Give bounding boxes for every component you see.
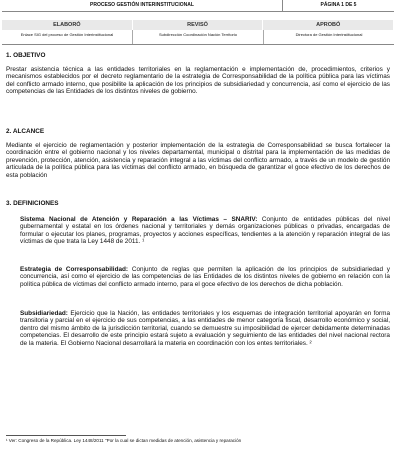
section-objetivo-text: Prestar asistencia técnica a las entidades territoriales en la reglamentación e implementación de, procedimientos, criterios y mecanismos establecidos por el decreto reglamentario de la estrategia de Corresponsabilidad de la política pública para las víctimas del conflicto armado interno, que posibilite la aplicación de los principios de subsidiariedad y concurrencia, así como el ejercicio de las competencias de las Entidades de los distintos niveles de gobierno. (6, 66, 390, 96)
value-elaboro: Enlace SIG del proceso de Gestión Interinstitucional (2, 30, 133, 44)
value-aprobo: Directora de Gestión Interinstitucional (295, 32, 363, 37)
footnote-divider (6, 435, 126, 436)
definition-text: Conjunto de entidades públicas del nivel gubernamental y estatal en los órdenes nacional y territoriales y demás organizaciones públicas o privadas, encargadas de formular o ejecutar los planes, programas, proyectos y acciones específicas, tendientes a la atención y reparación integral de las víctimas de que trata la Ley 1448 de 2011. ¹ (20, 216, 390, 246)
label-aprobo: APROBÓ (263, 20, 394, 30)
section-definiciones-title: 3. DEFINICIONES (6, 200, 59, 207)
definition-corresponsabilidad (20, 266, 390, 288)
definition-text: Conjunto de reglas que permiten la aplicación de los principios de subsidiariedad y concurrencia, así como el ejercicio de las competencias de las Entidades de los distintos niveles de gobierno en relación con la política pública de víctimas del conflicto armado interno, para el goce efectivo de los derechos de dicha población. (20, 266, 390, 288)
definition-term: Subsidiariedad: (20, 310, 68, 317)
process-title: PROCESO GESTIÓN INTERINSTITUCIONAL (2, 0, 283, 11)
footnote: ¹ Ver: Congreso de la República. Ley 1448/2011 "Por la cual se dictan medidas de atención, asistencia y reparación (6, 438, 242, 443)
definition-term: Sistema Nacional de Atención y Reparación a las Víctimas – SNARIV: (20, 216, 258, 223)
definition-term: Estrategia de Corresponsabilidad: (20, 266, 129, 273)
page-indicator: PÁGINA 1 DE 5 (320, 2, 357, 8)
value-reviso: Subdirección Coordinación Nación Territorio (133, 30, 264, 44)
label-elaboro: ELABORÓ (2, 20, 133, 30)
label-reviso: REVISÓ (133, 20, 264, 30)
definition-snariv (20, 216, 390, 246)
document-header (2, 0, 394, 45)
section-alcance-text: Mediante el ejercicio de reglamentación y posterior implementación de la estrategia de Corresponsabilidad se busca fortalecer la coordinación entre el gobierno nacional y los niveles departamental, municipal o distrital para la implementación de las medidas de prevención, protección, atención, asistencia y reparación integral a las víctimas del conflicto armado, a través de un modelo de gestión articulada de la política pública para las víctimas del conflicto armado, en búsqueda de garantizar el goce efectivo de los derechos de esta población (6, 142, 390, 179)
section-alcance-title: 2. ALCANCE (6, 128, 45, 135)
definition-subsidiariedad (20, 310, 390, 347)
section-objetivo-title: 1. OBJETIVO (6, 52, 46, 59)
definition-text: Ejercicio que la Nación, las entidades territoriales y los esquemas de integración territorial apoyarán en forma transitoria y parcial en el ejercicio de sus competencias, a las entidades de menor categoría fiscal, desarrollo económico y social, dentro del mismo ámbito de la jurisdicción territorial, cuando se demuestre su imposibilidad de ejercer debidamente determinadas competencias. El desarrollo de este principio estará sujeto a evaluación y seguimiento de las entidades del nivel nacional rectora de la materia. El Gobierno Nacional desarrollará la materia en coordinación con los entes territoriales. ² (20, 310, 390, 347)
